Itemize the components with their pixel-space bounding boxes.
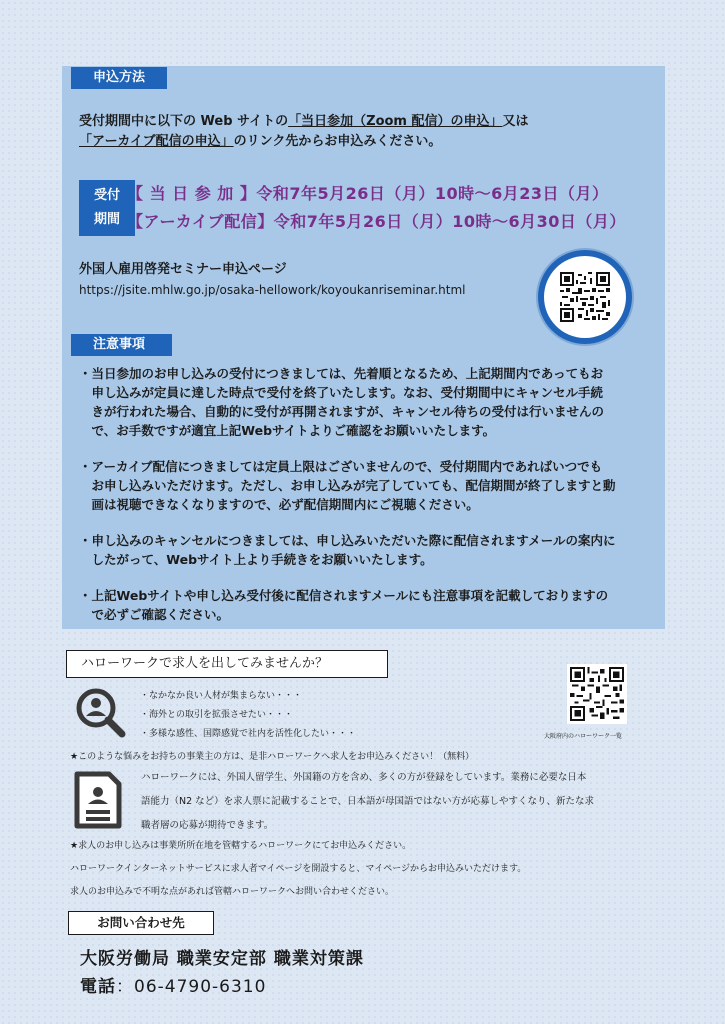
contact-phone (80, 972, 266, 997)
footer-line: ★求人のお申し込みは事業所所在地を管轄するハローワークにてお申込みください。 (70, 841, 412, 851)
call-to-action: ★このような悩みをお持ちの事業主の方は、是非ハローワークへ求人をお申込みください！（無料） (70, 752, 475, 762)
note-item (79, 457, 664, 514)
contact-org: 大阪労働局 職業安定部 職業対策課 (80, 949, 364, 969)
note-line: で、お手数ですが適宜上記Webサイトよりご確認をお願いいたします。 (79, 423, 496, 438)
worry-item: ・海外との取引を拡張させたい・・・ (140, 710, 294, 720)
qr-code-icon[interactable] (560, 272, 610, 322)
hellowork-qr-code-icon[interactable] (567, 664, 627, 724)
contact-label: お問い合わせ先 (68, 911, 214, 935)
period-archive: 【アーカイブ配信】令和7年5月26日（月）10時～6月30日（月） (127, 212, 626, 231)
apply-method-label: 申込方法 (71, 67, 167, 89)
apply-line-1-text: 受付期間中に以下の Web サイトの (79, 114, 289, 129)
note-item (79, 586, 664, 624)
note-line: きが行われた場合、自動的に受付が再開されますが、キャンセル待ちの受付は行いませんの (79, 404, 605, 419)
hellowork-description (141, 766, 594, 838)
worry-item: ・なかなか良い人材が集まらない・・・ (140, 691, 303, 701)
note-line: ・申し込みのキャンセルにつきましては、申し込みいただいた際に配信されますメールの案内に (79, 533, 616, 548)
note-line: ・上記Webサイトや申し込み受付後に配信されますメールにも注意事項を記載しておりますの (79, 588, 609, 603)
worries-list (140, 687, 356, 744)
apply-line-2-text: のリンク先からお申込みください。 (233, 134, 442, 149)
note-line: ・当日参加のお申し込みの受付につきましては、先着順となるため、上記期間内であってもお (79, 366, 604, 381)
same-day-link[interactable]: 「当日参加（Zoom 配信）の申込」 (288, 114, 503, 129)
job-footer-notes (70, 835, 526, 904)
apply-line-2 (79, 132, 441, 152)
notes-list (79, 364, 664, 624)
note-line: ・アーカイブ配信につきましては定員上限はございませんので、受付期間内であればいつでも (79, 459, 603, 474)
search-user-icon (70, 682, 132, 748)
note-line: 申し込みが定員に達した時点で受付を終了いたします。なお、受付期間中にキャンセル手続 (79, 385, 604, 400)
seminar-url[interactable]: https://jsite.mhlw.go.jp/osaka-hellowork/koyoukanriseminar.html (79, 283, 466, 297)
seminar-page-title: 外国人雇用啓発セミナー申込ページ (79, 262, 287, 277)
seminar-qr-frame (538, 250, 632, 344)
description-line: 語能力（N2 など）を求人票に記載することで、日本語が母国語ではない方が応募しやすくなり、新たな求 (141, 796, 594, 807)
note-line: したがって、Webサイト上より手続きをお願いいたします。 (79, 552, 433, 567)
document-user-icon (73, 770, 123, 834)
worry-item: ・多様な感性、国際感覚で社内を活性化したい・・・ (140, 729, 357, 739)
period-same-day: 【 当 日 参 加 】令和7年5月26日（月）10時～6月23日（月） (127, 184, 609, 203)
note-item (79, 364, 664, 440)
apply-line-1-tail: 又は (502, 114, 529, 129)
footer-line: 求人のお申込みで不明な点があれば管轄ハローワークへお問い合わせください。 (70, 887, 395, 897)
footer-line: ハローワークインターネットサービスに求人者マイページを開設すると、マイページからお申込みいただけます。 (70, 864, 527, 874)
note-line: 画は視聴できなくなりますので、必ず配信期間内にご視聴ください。 (79, 497, 479, 512)
note-item (79, 531, 664, 569)
note-line: お申し込みいただけます。ただし、お申し込みが完了していても、配信期間が終了しますと動 (79, 478, 616, 493)
period-label-line-1: 受付 (93, 188, 120, 203)
qr-caption: 大阪府内のハローワーク一覧 (544, 733, 623, 740)
phone-label: 電話 (80, 977, 116, 997)
description-line: ハローワークには、外国人留学生、外国籍の方を含め、多くの方が登録をしています。業務に必要な日本 (141, 772, 587, 783)
apply-line-1 (79, 112, 529, 132)
archive-link[interactable]: 「アーカイブ配信の申込」 (79, 134, 234, 149)
job-offer-banner: ハローワークで求人を出してみませんか？ (66, 650, 388, 678)
note-line: で必ずご確認ください。 (79, 607, 230, 622)
phone-number[interactable]: ：06-4790-6310 (116, 977, 267, 997)
period-label-line-2: 期間 (93, 212, 120, 227)
notes-label: 注意事項 (71, 334, 172, 356)
description-line: 職者層の応募が期待できます。 (141, 820, 274, 831)
